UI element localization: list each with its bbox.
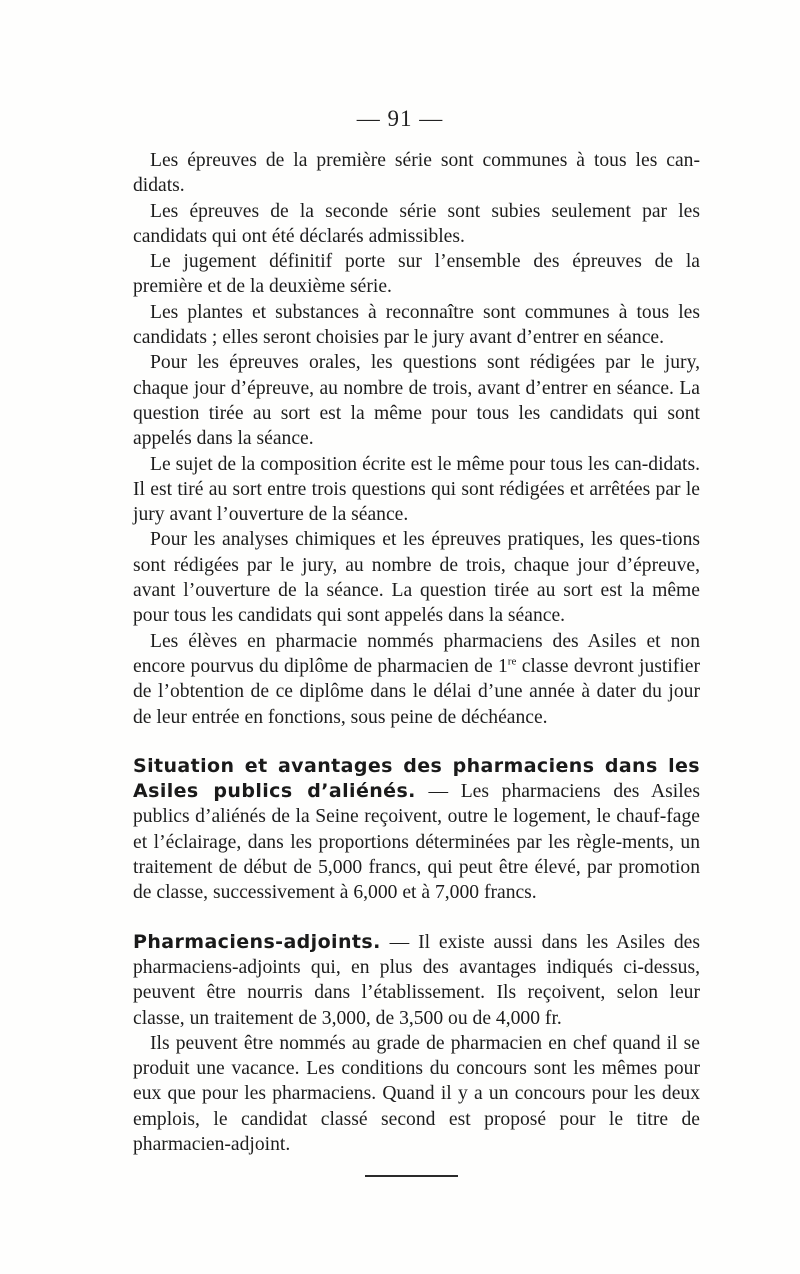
text-adjoints: — Il existe aussi dans les Asiles des pharmaciens-adjoints qui, en plus des avantages indiqués ci-dessus, peuvent être nourris dans l’établissement. Ils reçoivent, selon leur classe, un traitement de 3,000, de 3,500 ou de 4,000 fr. <box>133 931 700 1029</box>
superscript-re: re <box>507 655 517 668</box>
page-number: — 91 — <box>356 106 444 131</box>
paragraph-written-composition: Le sujet de la composition écrite est le même pour tous les can-didats. Il est tiré au sort entre trois questions qui sont rédigées et arrêtées par le jury avant l’ouverture de la séance. <box>133 453 700 526</box>
paragraph-final-judgment: Le jugement définitif porte sur l’ensemble des épreuves de la première et de la deuxième série. <box>133 251 700 298</box>
students-text-before: Les élèves en pharmacie nommés pharmaciens des Asiles et non encore pourvus du diplôme de pharmacien de 1 <box>133 630 700 677</box>
page-body <box>133 148 700 1157</box>
paragraph-chemical-analyses: Pour les analyses chimiques et les épreuves pratiques, les ques-tions sont rédigées par le jury, au nombre de trois, chaque jour d’épreuve, avant l’ouverture de la séance. La question tirée au sort est la même pour tous les candidats qui sont appelés dans la séance. <box>133 529 700 627</box>
heading-situation: Situation et avantages des pharmaciens dans les Asiles publics d’aliénés. <box>133 754 700 803</box>
heading-adjoints: Pharmaciens-adjoints. <box>133 930 381 953</box>
section-adjoints <box>133 930 700 1031</box>
paragraph-oral-exams: Pour les épreuves orales, les questions sont rédigées par le jury, chaque jour d’épreuve, au nombre de trois, avant d’entrer en séance. La question tirée au sort est la même pour tous les candidats qui sont appelés dans la séance. <box>133 352 700 450</box>
text-situation: — Les pharmaciens des Asiles publics d’aliénés de la Seine reçoivent, outre le logement, le chauf-fage et l’éclairage, dans les proportions déterminées par les règle-ments, un traitement de début de 5,000 francs, qui peut être élevé, par promotion de classe, successivement à 6,000 et à 7,000 francs. <box>133 781 700 904</box>
section-situation <box>133 754 700 906</box>
paragraph-second-series: Les épreuves de la seconde série sont subies seulement par les candidats qui ont été déclarés admissibles. <box>133 200 700 247</box>
paragraph-plants-substances: Les plantes et substances à reconnaître sont communes à tous les candidats ; elles seront choisies par le jury avant d’entrer en séance. <box>133 301 700 349</box>
students-text-after: classe devront justifier de l’obtention de ce diplôme dans le délai d’une année à dater du jour de leur entrée en fonctions, sous peine de déchéance. <box>133 655 700 728</box>
closing-rule <box>365 1175 458 1177</box>
paragraph-first-series: Les épreuves de la première série sont communes à tous les can-didats. <box>133 150 700 197</box>
paragraph-promotion: Ils peuvent être nommés au grade de pharmacien en chef quand il se produit une vacance. Les conditions du concours sont les mêmes pour eux que pour les pharmaciens. Quand il y a un concours pour les deux emplois, le candidat classé second est proposé pour le titre de pharmacien-adjoint. <box>133 1032 700 1155</box>
paragraph-pharmacy-students <box>133 629 700 730</box>
